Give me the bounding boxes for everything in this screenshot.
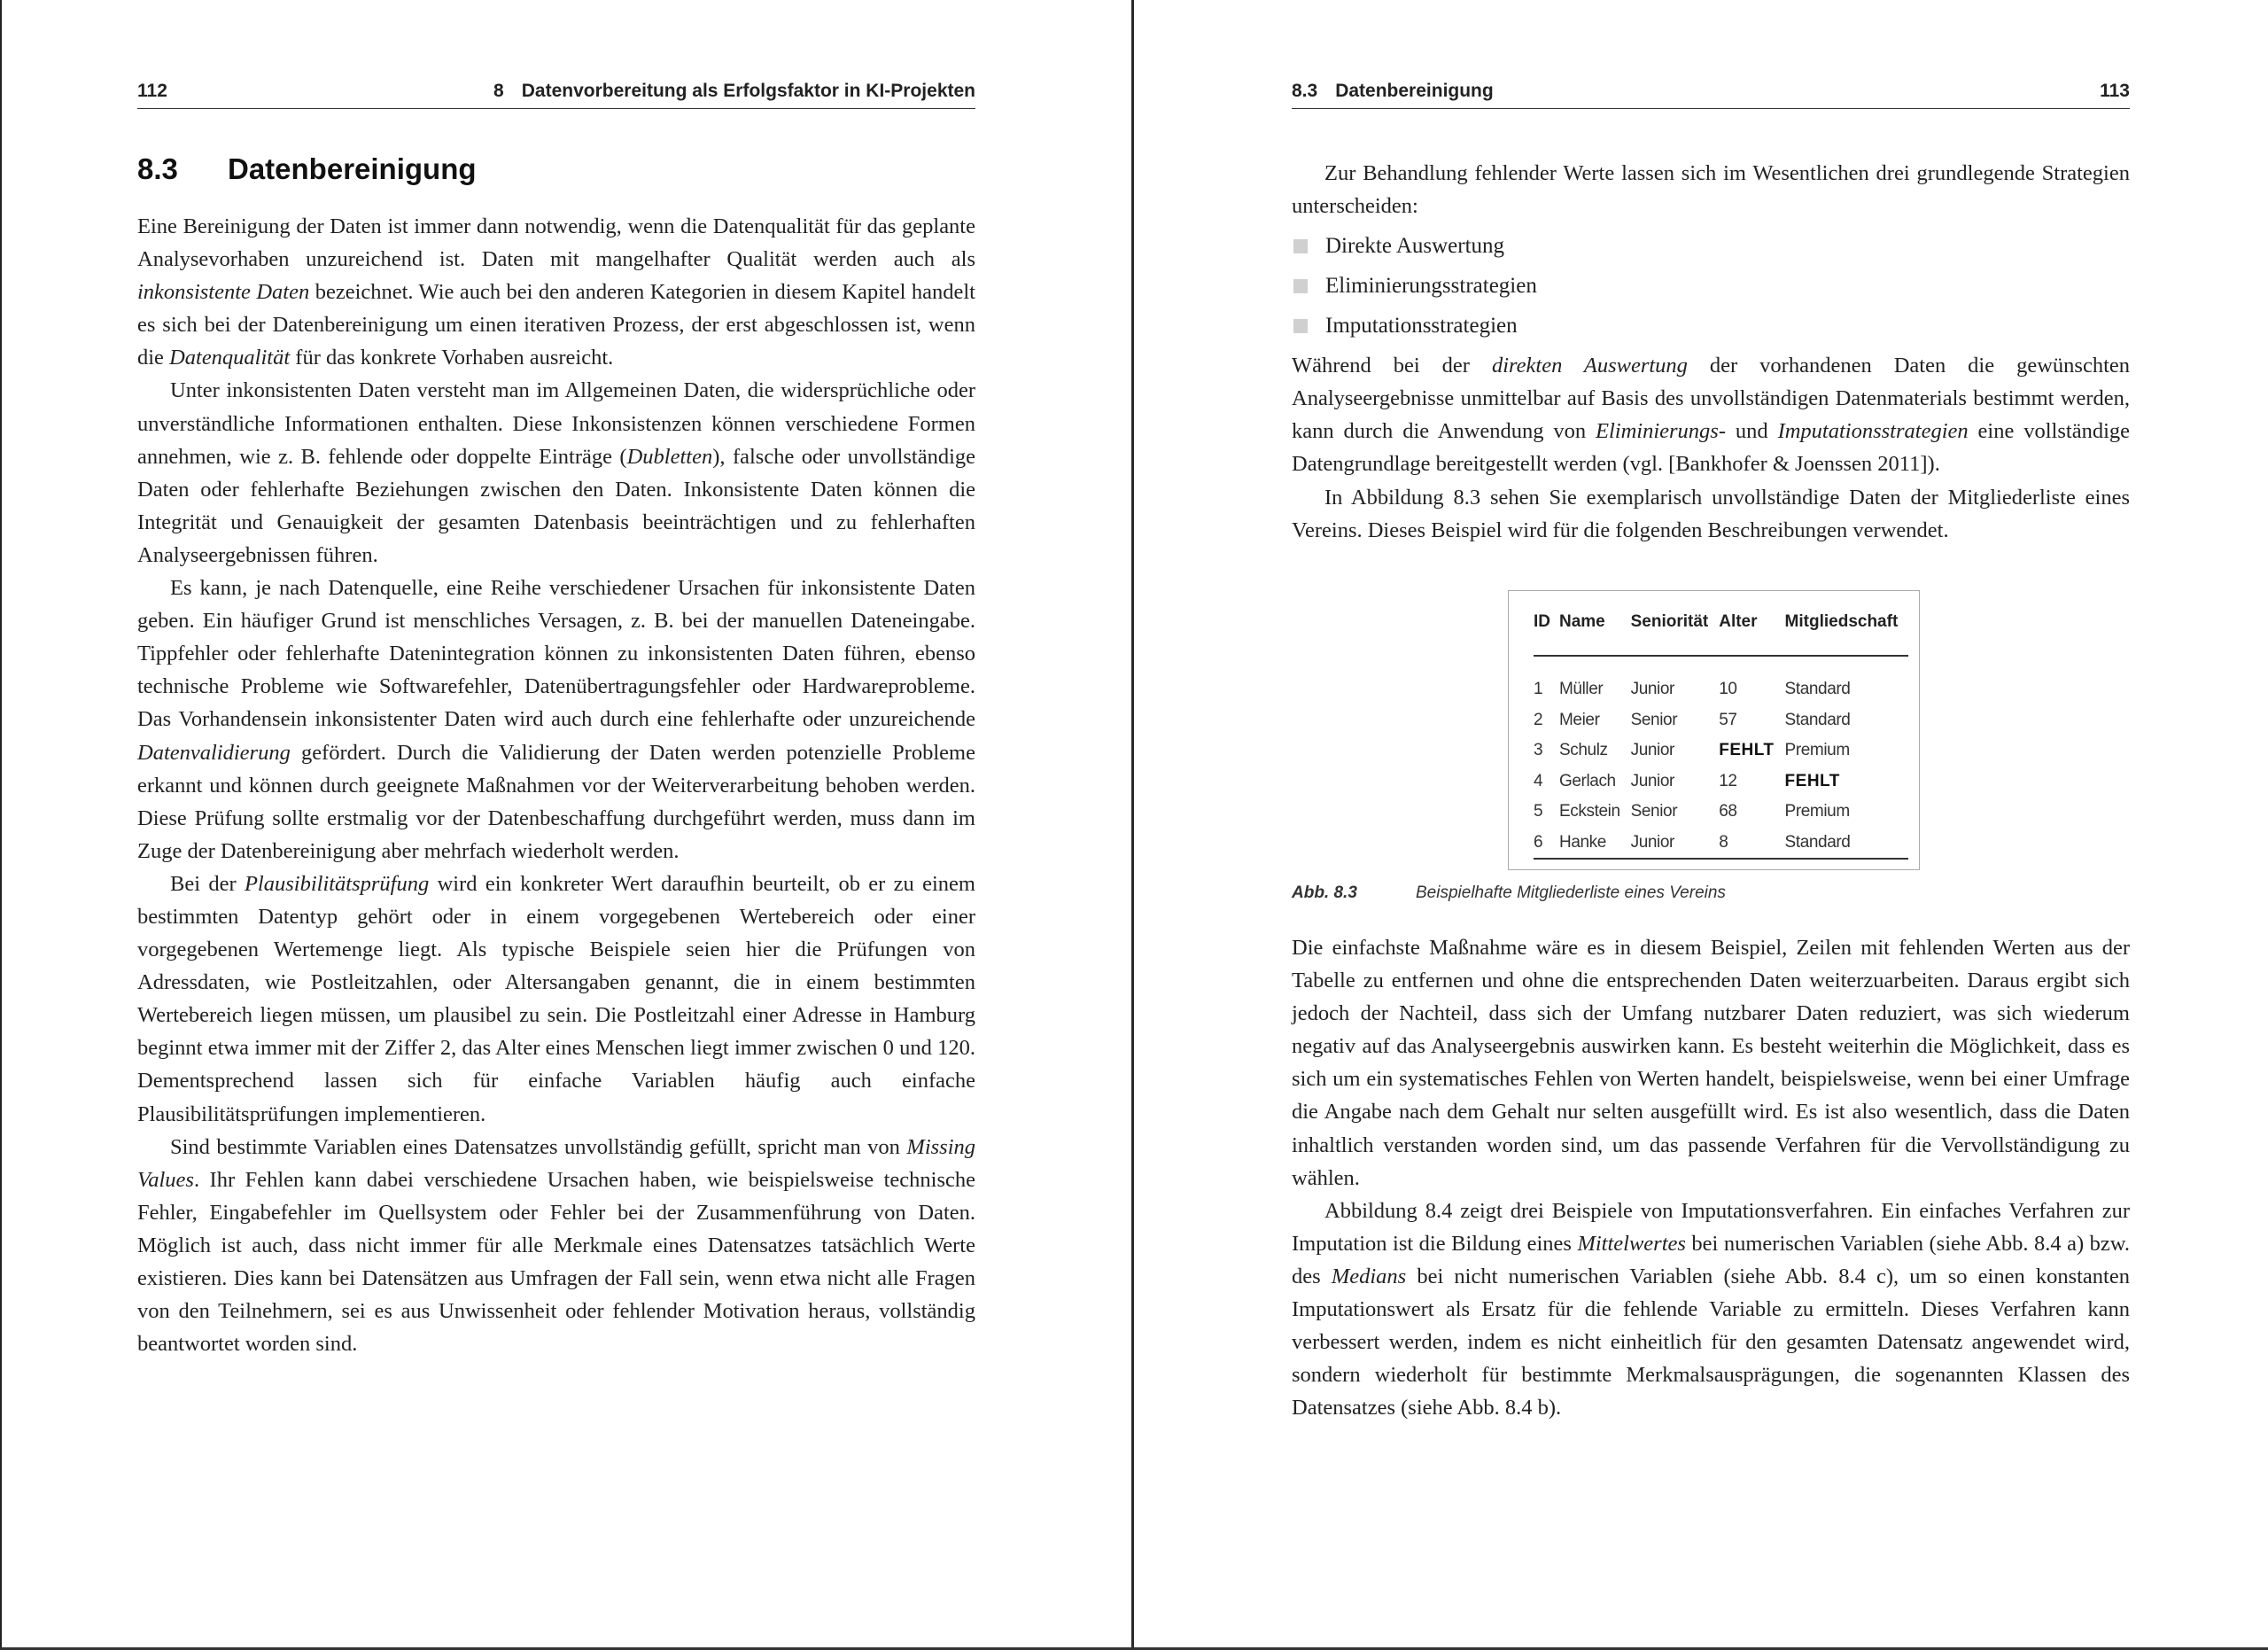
right-body-text-bottom [1292, 931, 2130, 1424]
page-edge [0, 0, 2, 1650]
table-cell: Schulz [1559, 741, 1608, 760]
section-number: 8.3 [137, 152, 178, 185]
section-title: Datenbereinigung [1335, 81, 1494, 101]
chapter-title: Datenvorbereitung als Erfolgsfaktor in KI-Projekten [521, 81, 975, 101]
text-run: wird ein konkreter Wert daraufhin beurteilt, ob er zu einem bestimmten Datentyp gehört oder in einem vorgegebenen Wertebereich oder einer vorgegebenen Wertemenge liegt. Als typische Beispiele seien hier die Prüfungen von Adressdaten, wie Postleitzahlen, oder Altersangaben genannt, die in einem bestimmten Wertebereich liegen müssen, um plausibel zu sein. Die Postleitzahl einer Adresse in Hamburg beginnt etwa immer mit der Ziffer 2, das Alter eines Menschen liegt immer zwischen 0 und 120. Dementsprechend lassen sich für einfache Variablen häufig auch einfache Plausibilitätsprüfungen implementieren. [137, 871, 975, 1126]
table-header-cell: ID [1534, 607, 1559, 656]
table-cell: Meier [1559, 710, 1600, 729]
paragraph [1292, 931, 2130, 1195]
paragraph [1292, 349, 2130, 480]
right-body-text-top [1292, 157, 2130, 547]
member-table [1534, 607, 1908, 860]
table-cell: 3 [1534, 741, 1543, 760]
list-item-label: Eliminierungsstrategien [1325, 274, 1537, 299]
section-number: 8.3 [1292, 81, 1318, 101]
table-cell: Premium [1784, 741, 1850, 760]
list-item [1292, 226, 2130, 266]
text-run: Sind bestimmte Variablen eines Datensatzes unvollständig gefüllt, spricht man von [170, 1134, 907, 1159]
table-cell: 57 [1719, 710, 1737, 729]
text-run: . Ihr Fehlen kann dabei verschiedene Ursachen haben, wie beispielsweise technische Fehler, Eingabefehler im Quellsystem oder Fehler bei der Zusammenführung von Daten. Möglich ist auch, dass nicht immer für alle Merkmale eines Datensatzes tatsächlich Werte existieren. Dies kann bei Datensätzen aus Umfragen der Fall sein, wenn etwa nicht alle Fragen von den Teilnehmern, sei es aus Unwissenheit oder fehlender Motivation heraus, vollständig beantwortet worden sind. [137, 1167, 975, 1357]
emphasized-term: inkonsistente Daten [137, 280, 310, 305]
table-cell: Junior [1630, 741, 1674, 760]
table-cell: Gerlach [1559, 771, 1616, 790]
text-run: Zur Behandlung fehlender Werte lassen sich im Wesentlichen drei grundlegende Strategien unterscheiden: [1292, 161, 2130, 219]
table-cell: Standard [1784, 710, 1851, 729]
table-cell: Premium [1784, 802, 1850, 821]
running-header-right [1292, 78, 2130, 109]
text-run: gefördert. Durch die Validierung der Daten werden potenzielle Probleme erkannt und können durch geeignete Maßnahmen vor der Weiterverarbeitung behoben werden. Diese Prüfung sollte erstmalig vor der Datenbeschaffung durchgeführt werden, muss dann im Zuge der Datenbereinigung aber mehrfach wiederholt werden. [137, 740, 975, 863]
table-cell: 2 [1534, 710, 1543, 729]
table-cell: Junior [1630, 771, 1674, 790]
text-run: Während bei der [1292, 354, 1492, 378]
table-row [1534, 705, 1908, 736]
table-row [1534, 767, 1908, 798]
text-run: und [1726, 419, 1778, 444]
square-bullet-icon [1293, 319, 1308, 333]
table-header-cell: Name [1559, 607, 1631, 656]
page-number: 113 [2100, 81, 2130, 101]
table-cell: Junior [1631, 828, 1720, 860]
table-row [1534, 828, 1908, 860]
paragraph [137, 1131, 975, 1361]
table-row [1534, 797, 1908, 828]
table-cell: 4 [1534, 771, 1543, 790]
section-header [1292, 81, 1494, 102]
table-cell: 6 [1534, 828, 1559, 860]
square-bullet-icon [1293, 279, 1308, 293]
chapter-number: 8 [493, 81, 504, 101]
strategy-list [1292, 226, 2130, 346]
emphasized-term: Datenqualität [169, 346, 291, 370]
text-run: ), falsche oder unvollständige Daten oder fehlerhafte Beziehungen zwischen den Daten. Inkonsistente Daten können die Integrität und Genauigkeit der gesamten Datenbasis beeinträchtigen und zu fehlerhaften Analyseergebnissen führen. [137, 444, 976, 567]
table-cell: Hanke [1559, 828, 1631, 860]
running-header-left [137, 78, 975, 109]
table-cell: 10 [1719, 680, 1737, 699]
table-cell: Senior [1630, 802, 1678, 821]
paragraph [137, 868, 975, 1131]
right-page [1292, 0, 2130, 1650]
emphasized-term: Eliminierungs- [1596, 419, 1727, 444]
figure-member-table [1508, 590, 1920, 870]
text-run: Es kann, je nach Datenquelle, eine Reihe verschiedener Ursachen für inkonsistente Daten geben. Ein häufiger Grund ist menschliches Versagen, z. B. bei der manuellen Dateneingabe. Tippfehler oder fehlerhafte Datenintegration können zu inkonsistenten Daten führen, ebenso technische Probleme wie Softwarefehler, Datenübertragungsfehler oder Hardwareprobleme. Das Vorhandensein inkonsistenter Daten wird auch durch eine fehlerhafte oder unzureichende [137, 576, 975, 732]
list-item [1292, 306, 2130, 346]
caption-text: Beispielhafte Mitgliederliste eines Vereins [1416, 883, 1726, 902]
paragraph [137, 210, 975, 374]
missing-value-cell: FEHLT [1719, 741, 1775, 760]
table-cell: Eckstein [1559, 802, 1620, 821]
table-cell: Müller [1559, 680, 1604, 699]
paragraph [1292, 157, 2130, 222]
paragraph [137, 374, 975, 572]
emphasized-term: direkten Auswertung [1491, 354, 1688, 378]
table-cell: 12 [1719, 771, 1737, 790]
emphasized-term: Plausibilitätsprüfung [244, 871, 430, 896]
table-header-cell: Seniorität [1631, 607, 1720, 656]
emphasized-term: Mittelwertes [1577, 1231, 1686, 1256]
table-cell: Junior [1630, 680, 1674, 699]
text-run: Abbildung 8.4 zeigt drei Beispiele von Imputationsverfahren. Ein einfaches Verfahren zur Imputation ist die Bildung eines [1292, 1198, 2130, 1256]
text-run: In Abbildung 8.3 sehen Sie exemplarisch unvollständige Daten der Mitgliederliste eines Vereins. Dieses Beispiel wird für die folgenden Beschreibungen verwendet. [1292, 485, 2130, 542]
table-header-cell: Mitgliedschaft [1785, 607, 1909, 656]
list-item-label: Imputationsstrategien [1325, 314, 1518, 339]
paragraph [137, 572, 975, 868]
emphasized-term: Missing Values [137, 1134, 975, 1192]
text-run: eine vollständige Datengrundlage bereitgestellt werden (vgl. [Bankhofer & Joenssen 2011]). [1292, 419, 2130, 477]
emphasized-term: Imputationsstrategien [1777, 419, 1969, 444]
paragraph [1292, 1195, 2130, 1425]
table-header-row [1534, 607, 1908, 656]
table-header-cell: Alter [1719, 607, 1784, 656]
emphasized-term: Datenvalidierung [137, 740, 291, 765]
table-cell: 5 [1534, 802, 1543, 821]
table-cell: Standard [1784, 680, 1851, 699]
chapter-header [493, 81, 975, 102]
left-body-text [137, 210, 975, 1360]
section-title: Datenbereinigung [228, 152, 477, 185]
table-cell: Senior [1630, 710, 1678, 729]
table-cell: 1 [1534, 680, 1543, 699]
page-number: 112 [137, 81, 167, 101]
table-cell: 68 [1719, 802, 1737, 821]
square-bullet-icon [1293, 239, 1308, 253]
section-heading [137, 152, 975, 186]
missing-value-cell: FEHLT [1784, 771, 1840, 790]
list-item [1292, 266, 2130, 306]
emphasized-term: Dubletten [626, 444, 713, 469]
text-run: für das konkrete Vorhaben ausreicht. [290, 346, 614, 370]
list-item-label: Direkte Auswertung [1325, 234, 1505, 259]
paragraph [1292, 481, 2130, 547]
table-row [1534, 735, 1908, 767]
text-run: bei nicht numerischen Variablen (siehe Abb. 8.4 c), um so einen konstanten Imputationswert als Ersatz für die fehlende Variable zu ermitteln. Dieses Verfahren kann verbessert werden, indem es nicht einheitlich für den gesamten Datensatz angewendet wird, sondern wiederholt für bestimmte Merkmalsausprägungen, die sogenannten Klassen des Datensatzes (siehe Abb. 8.4 b). [1292, 1264, 2130, 1420]
text-run: der vorhandenen Daten die gewünschten Analyseergebnisse unmittelbar auf Basis des unvollständigen Datenmaterials bestimmt werden, kann durch die Anwendung von [1292, 354, 2130, 444]
text-run: bezeichnet. Wie auch bei den anderen Kategorien in diesem Kapitel handelt es sich bei der Datenbereinigung um einen iterativen Prozess, der erst abgeschlossen ist, wenn die [137, 280, 975, 370]
text-run: Bei der [170, 871, 245, 896]
emphasized-term: Medians [1331, 1264, 1407, 1288]
text-run: bei numerischen Variablen (siehe Abb. 8.4 a) bzw. des [1292, 1231, 2131, 1288]
left-page [137, 0, 975, 1650]
text-run: Die einfachste Maßnahme wäre es in diesem Beispiel, Zeilen mit fehlenden Werten aus der Tabelle zu entfernen und ohne die entsprechenden Daten weiterzuarbeiten. Daraus ergibt sich jedoch der Nachteil, dass sich der Umfang nutzbarer Daten reduziert, was sich wiederum negativ auf das Analyseergebnis auswirken kann. Es besteht weiterhin die Möglichkeit, dass es sich um ein systematisches Fehlen von Werten handelt, beispielsweise, wenn bei einer Umfrage die Angabe nach dem Gehalt nur selten ausgefüllt wird. Es ist also wesentlich, dass die Daten inhaltlich verstanden worden sind, um das passende Verfahren für die Vervollständigung zu wählen. [1292, 936, 2130, 1190]
caption-label: Abb. 8.3 [1292, 883, 1357, 902]
table-row [1534, 656, 1908, 705]
text-run: Eine Bereinigung der Daten ist immer dann notwendig, wenn die Datenqualität für das geplante Analysevorhaben unzureichend ist. Daten mit mangelhafter Qualität werden auch als [137, 214, 975, 272]
figure-caption [1292, 883, 2130, 903]
book-gutter [1131, 0, 1134, 1650]
table-cell: Standard [1785, 828, 1909, 860]
text-run: Unter inkonsistenten Daten versteht man im Allgemeinen Daten, die widersprüchliche oder unverständliche Informationen enthalten. Diese Inkonsistenzen können verschiedene Formen annehmen, wie z. B. fehlende oder doppelte Einträge ( [137, 378, 975, 469]
table-cell: 8 [1719, 828, 1784, 860]
